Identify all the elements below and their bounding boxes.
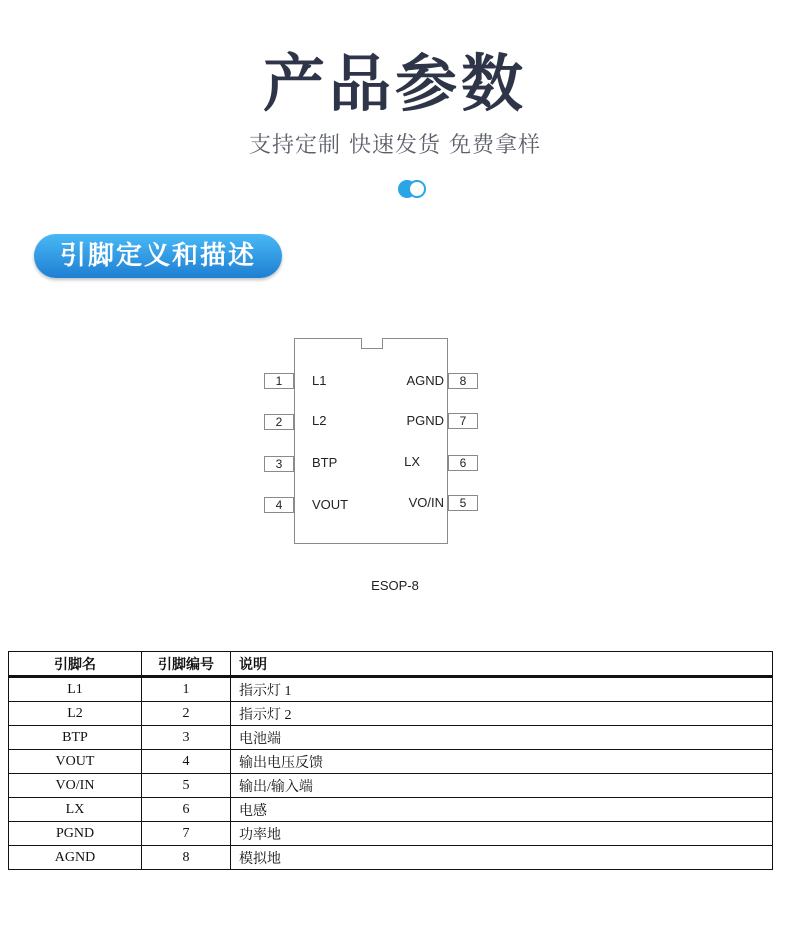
- cell-pin-name: BTP: [9, 726, 142, 750]
- cell-pin-name: VOUT: [9, 750, 142, 774]
- cell-pin-name: L1: [9, 677, 142, 702]
- cell-pin-number: 7: [142, 822, 231, 846]
- pin-label-4: VOUT: [312, 497, 349, 512]
- cell-description: 电感: [231, 798, 773, 822]
- table-row: [9, 774, 773, 798]
- pin-number-7: 7: [448, 413, 478, 429]
- pin-label-2: L2: [312, 413, 327, 428]
- pin-number-5: 5: [448, 495, 478, 511]
- pin-number-8: 8: [448, 373, 478, 389]
- cell-description: 指示灯 2: [231, 702, 773, 726]
- table-row: [9, 750, 773, 774]
- pin-number-6: 6: [448, 455, 478, 471]
- pin-label-8: AGND: [406, 373, 444, 388]
- pin-label-6: LX: [404, 454, 420, 469]
- cell-pin-number: 4: [142, 750, 231, 774]
- cell-pin-name: PGND: [9, 822, 142, 846]
- cell-pin-number: 2: [142, 702, 231, 726]
- cell-pin-name: VO/IN: [9, 774, 142, 798]
- page-subtitle: 支持定制 快速发货 免费拿样: [249, 133, 541, 158]
- table-row: [9, 677, 773, 702]
- pin-label-5: VO/IN: [408, 495, 444, 510]
- cell-description: 输出/输入端: [231, 774, 773, 798]
- section-badge: [34, 234, 282, 278]
- pin-number-3: 3: [264, 456, 294, 472]
- package-name: ESOP-8: [371, 578, 419, 593]
- cell-pin-name: L2: [9, 702, 142, 726]
- pin-label-3: BTP: [312, 455, 338, 470]
- table-row: [9, 702, 773, 726]
- cell-description: 电池端: [231, 726, 773, 750]
- cell-pin-number: 1: [142, 677, 231, 702]
- header-pin-number: 引脚编号: [142, 652, 231, 677]
- cell-pin-name: AGND: [9, 846, 142, 870]
- table-row: [9, 726, 773, 750]
- chip-notch: [361, 338, 383, 349]
- header-description: 说明: [231, 652, 773, 677]
- table-row: [9, 822, 773, 846]
- pin-label-7: PGND: [406, 413, 444, 428]
- chip-diagram: [258, 336, 498, 548]
- decorative-dots-icon: [398, 180, 430, 198]
- header-pin-name: 引脚名: [9, 652, 142, 677]
- table-header-row: [9, 652, 773, 677]
- pin-table: [8, 651, 773, 870]
- cell-pin-number: 3: [142, 726, 231, 750]
- cell-pin-name: LX: [9, 798, 142, 822]
- table-row: [9, 846, 773, 870]
- pin-label-1: L1: [312, 373, 327, 388]
- cell-description: 输出电压反馈: [231, 750, 773, 774]
- cell-description: 模拟地: [231, 846, 773, 870]
- page-title: 产品参数: [262, 47, 527, 120]
- pin-number-4: 4: [264, 497, 294, 513]
- chip-body: [294, 338, 448, 544]
- section-title: 引脚定义和描述: [59, 241, 256, 271]
- cell-description: 功率地: [231, 822, 773, 846]
- cell-pin-number: 5: [142, 774, 231, 798]
- pin-number-2: 2: [264, 414, 294, 430]
- pin-number-1: 1: [264, 373, 294, 389]
- cell-pin-number: 8: [142, 846, 231, 870]
- cell-pin-number: 6: [142, 798, 231, 822]
- cell-description: 指示灯 1: [231, 677, 773, 702]
- table-row: [9, 798, 773, 822]
